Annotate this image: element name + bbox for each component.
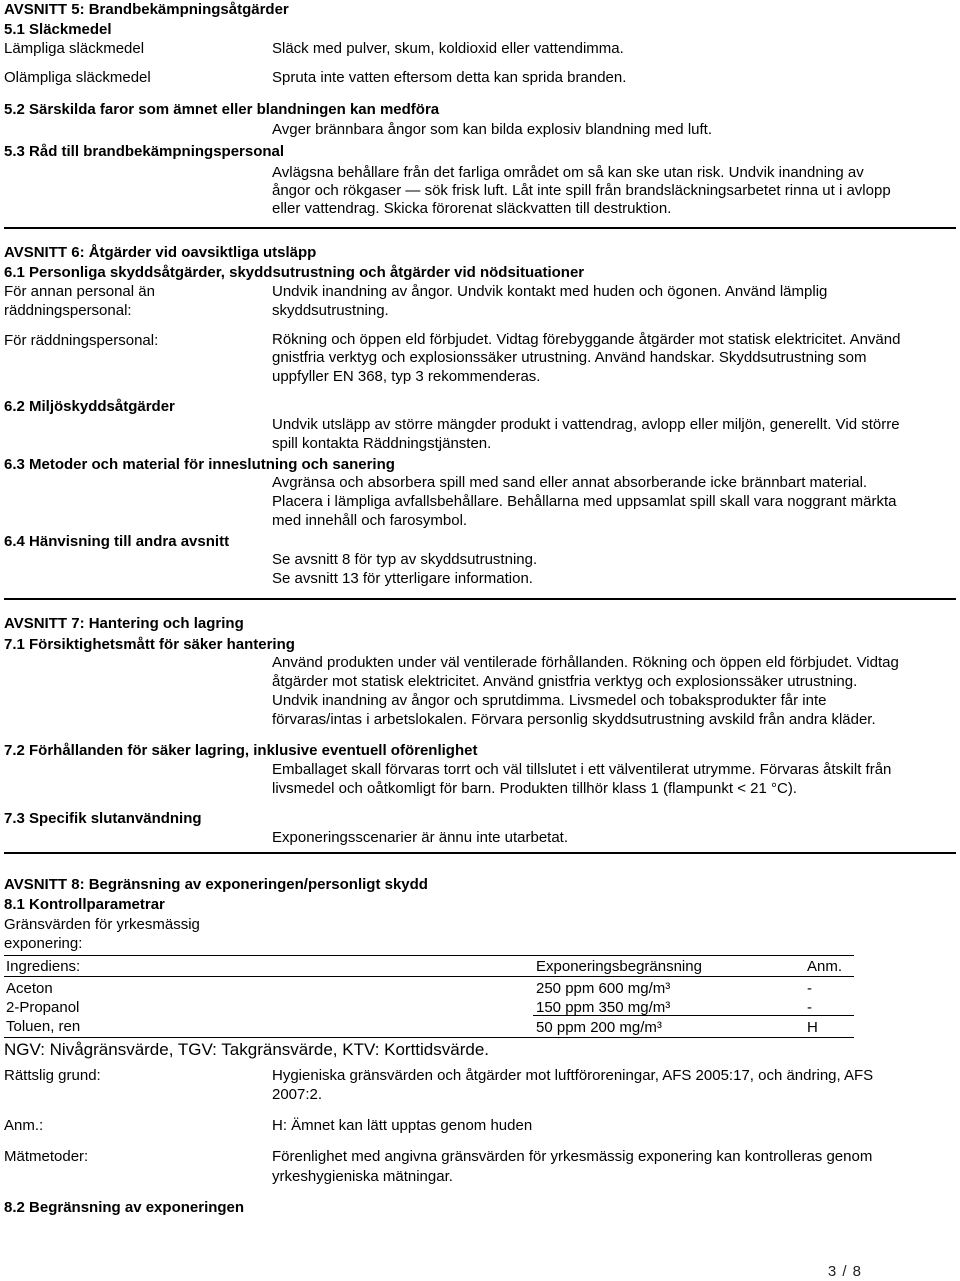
text-7-2-line-2: livsmedel och oåtkomligt för barn. Produkten tillhör klass 1 (flampunkt < 21 °C).: [272, 780, 797, 797]
heading-7-1: 7.1 Försiktighetsmått för säker hantering: [4, 636, 295, 653]
note-text: H: Ämnet kan lätt upptas genom huden: [272, 1117, 533, 1134]
table-cell-exposure-limit: 250 ppm 600 mg/m³: [536, 980, 671, 997]
non-emergency-label-line-2: räddningspersonal:: [4, 302, 132, 319]
text-5-2: Avger brännbara ångor som kan bilda explosiv blandning med luft.: [272, 121, 712, 138]
text-6-2-line-1: Undvik utsläpp av större mängder produkt i vattendrag, avlopp eller miljön, generellt. Vid större: [272, 416, 900, 433]
text-7-1-line-3: Undvik inandning av ångor och sprutdimma. Livsmedel och tobaksprodukter får inte: [272, 692, 827, 709]
measurement-methods-text-line-2: yrkeshygieniska mätningar.: [272, 1168, 453, 1185]
text-7-2-line-1: Emballaget skall förvaras torrt och väl tillslutet i ett välventilerat utrymme. Förvaras åtskilt från: [272, 761, 892, 778]
section-divider: [4, 227, 956, 229]
table-header-exposure-limit: Exponeringsbegränsning: [536, 958, 702, 975]
exposure-limits-label-line-1: Gränsvärden för yrkesmässig: [4, 916, 200, 933]
heading-7-3: 7.3 Specifik slutanvändning: [4, 810, 202, 827]
table-cell-ingredient: Toluen, ren: [6, 1018, 81, 1035]
heading-5-2: 5.2 Särskilda faror som ämnet eller blandningen kan medföra: [4, 101, 440, 118]
heading-6-4: 6.4 Hänvisning till andra avsnitt: [4, 533, 230, 550]
text-5-3-line-1: Avlägsna behållare från det farliga området om så kan ske utan risk. Undvik inandning av: [272, 164, 864, 181]
table-cell-exposure-limit: 150 ppm 350 mg/m³: [536, 999, 671, 1016]
section-6-title: AVSNITT 6: Åtgärder vid oavsiktliga utsläpp: [4, 244, 317, 261]
heading-5-1: 5.1 Släckmedel: [4, 21, 112, 38]
text-5-3-line-3: eller vattendrag. Skicka förorenat släckvatten till destruktion.: [272, 200, 672, 217]
section-divider: [4, 852, 956, 854]
text-6-3-line-1: Avgränsa och absorbera spill med sand eller annat absorberande icke brännbart material.: [272, 474, 868, 491]
exposure-limits-label-line-2: exponering:: [4, 935, 83, 952]
table-top-border: [4, 955, 854, 956]
measurement-methods-text-line-1: Förenlighet med angivna gränsvärden för yrkesmässig exponering kan kontrolleras genom: [272, 1148, 873, 1165]
table-cell-note: -: [807, 999, 812, 1016]
text-7-1-line-4: förvaras/intas i arbetslokalen. Förvara personlig skyddsutrustning avskild från andra kläder.: [272, 711, 876, 728]
heading-8-1: 8.1 Kontrollparametrar: [4, 896, 165, 913]
text-5-3-line-2: ångor och rökgaser — sök frisk luft. Låt inte spill från brandsläckningsarbetet rinna ut i avlopp: [272, 182, 891, 199]
heading-6-3: 6.3 Metoder och material för inneslutning och sanering: [4, 456, 395, 473]
suitable-extinguisher-value: Släck med pulver, skum, koldioxid eller vattendimma.: [272, 40, 624, 57]
table-header-border: [4, 976, 854, 977]
abbreviations-note: NGV: Nivågränsvärde, TGV: Takgränsvärde, KTV: Korttidsvärde.: [4, 1040, 490, 1059]
table-cell-ingredient: Aceton: [6, 980, 53, 997]
heading-6-2: 6.2 Miljöskyddsåtgärder: [4, 398, 175, 415]
emergency-text-line-2: gnistfria verktyg och explosionssäker utrustning. Använd handskar. Skyddsutrustning som: [272, 349, 867, 366]
heading-5-3: 5.3 Råd till brandbekämpningspersonal: [4, 143, 285, 160]
table-cell-ingredient: 2-Propanol: [6, 999, 80, 1016]
table-cell-note: H: [807, 1019, 818, 1036]
section-8-title: AVSNITT 8: Begränsning av exponeringen/personligt skydd: [4, 876, 428, 893]
unsuitable-extinguisher-label: Olämpliga släckmedel: [4, 69, 151, 86]
table-header-ingredient: Ingrediens:: [6, 958, 81, 975]
text-6-4-line-1: Se avsnitt 8 för typ av skyddsutrustning.: [272, 551, 538, 568]
page-number: 3 / 8: [827, 1263, 862, 1280]
emergency-label: För räddningspersonal:: [4, 332, 159, 349]
text-7-1-line-2: åtgärder mot statisk elektricitet. Använd gnistfria verktyg och explosionssäker utrustning.: [272, 673, 858, 690]
table-cell-note: -: [807, 980, 812, 997]
heading-6-1: 6.1 Personliga skyddsåtgärder, skyddsutrustning och åtgärder vid nödsituationer: [4, 264, 585, 281]
measurement-methods-label: Mätmetoder:: [4, 1148, 89, 1165]
legal-basis-text-line-1: Hygieniska gränsvärden och åtgärder mot luftföroreningar, AFS 2005:17, och ändring, AFS: [272, 1067, 874, 1084]
non-emergency-text-line-1: Undvik inandning av ångor. Undvik kontakt med huden och ögonen. Använd lämplig: [272, 283, 828, 300]
legal-basis-label: Rättslig grund:: [4, 1067, 101, 1084]
text-6-2-line-2: spill kontakta Räddningstjänsten.: [272, 435, 492, 452]
text-6-4-line-2: Se avsnitt 13 för ytterligare information.: [272, 570, 533, 587]
suitable-extinguisher-label: Lämpliga släckmedel: [4, 40, 145, 57]
note-label: Anm.:: [4, 1117, 44, 1134]
heading-7-2: 7.2 Förhållanden för säker lagring, inklusive eventuell oförenlighet: [4, 742, 478, 759]
text-7-3: Exponeringsscenarier är ännu inte utarbetat.: [272, 829, 569, 846]
section-5-title: AVSNITT 5: Brandbekämpningsåtgärder: [4, 1, 289, 18]
section-divider: [4, 598, 956, 600]
section-7-title: AVSNITT 7: Hantering och lagring: [4, 615, 244, 632]
text-6-3-line-2: Placera i lämpliga avfallsbehållare. Behållarna med uppsamlat spill skall vara noggrant märkta: [272, 493, 897, 510]
legal-basis-text-line-2: 2007:2.: [272, 1086, 323, 1103]
table-row-border: [533, 1015, 854, 1016]
unsuitable-extinguisher-value: Spruta inte vatten eftersom detta kan sprida branden.: [272, 69, 627, 86]
text-6-3-line-3: med innehåll och farosymbol.: [272, 512, 468, 529]
text-7-1-line-1: Använd produkten under väl ventilerade förhållanden. Rökning och öppen eld förbjudet. Vidtag: [272, 654, 899, 671]
non-emergency-label-line-1: För annan personal än: [4, 283, 155, 300]
table-bottom-border: [4, 1037, 854, 1038]
table-header-note: Anm.: [807, 958, 843, 975]
table-cell-exposure-limit: 50 ppm 200 mg/m³: [536, 1019, 662, 1036]
emergency-text-line-1: Rökning och öppen eld förbjudet. Vidtag förebyggande åtgärder mot statisk elektricitet. Använd: [272, 331, 901, 348]
non-emergency-text-line-2: skyddsutrustning.: [272, 302, 389, 319]
heading-8-2: 8.2 Begränsning av exponeringen: [4, 1199, 245, 1216]
emergency-text-line-3: uppfyller EN 368, typ 3 rekommenderas.: [272, 368, 541, 385]
